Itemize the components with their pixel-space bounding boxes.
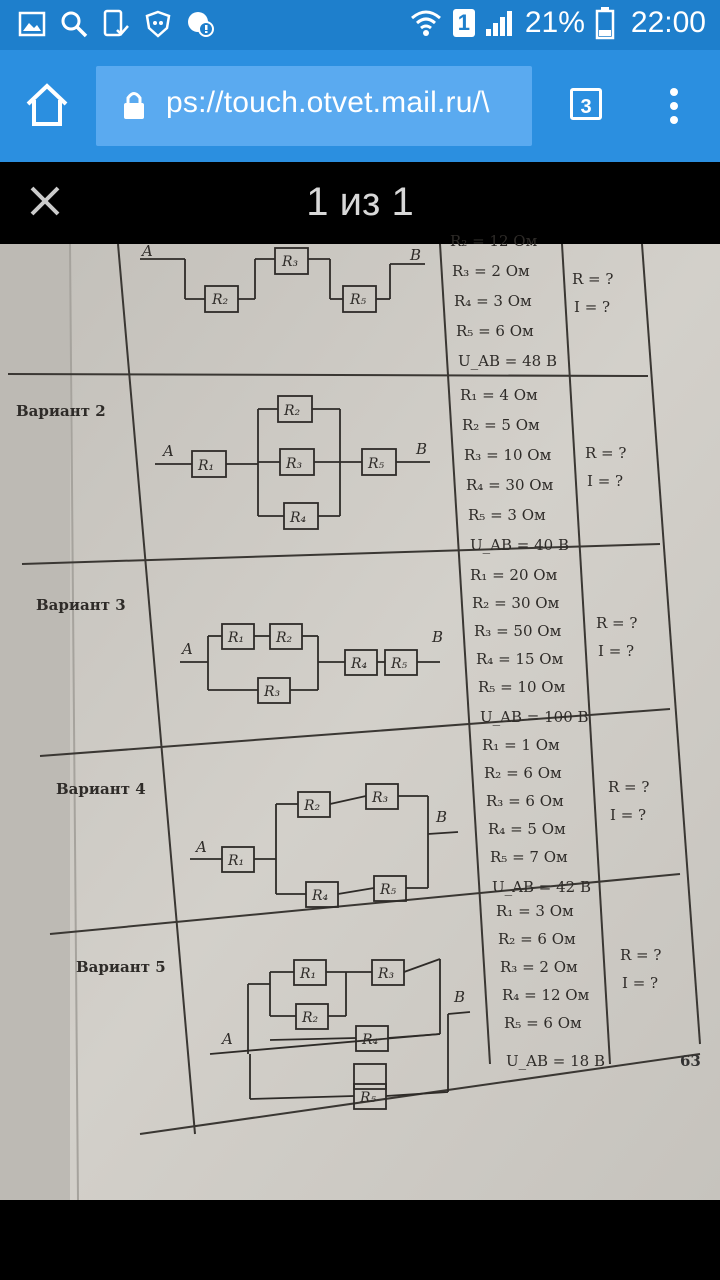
svg-text:R₄: R₄ [312, 888, 329, 904]
svg-text:B: B [410, 246, 422, 264]
search-icon [60, 10, 88, 38]
svg-text:U_AB = 100 В: U_AB = 100 В [480, 708, 589, 726]
svg-text:R₅ = 3 Ом: R₅ = 3 Ом [468, 506, 546, 524]
svg-text:R₂: R₂ [276, 630, 293, 646]
gallery-icon [18, 10, 46, 38]
svg-text:R = ?: R = ? [596, 614, 638, 632]
svg-text:R₂ = 6 Ом: R₂ = 6 Ом [498, 930, 576, 948]
svg-text:I = ?: I = ? [587, 472, 624, 490]
svg-text:R₅: R₅ [360, 1090, 377, 1106]
page-number: 63 [680, 1052, 701, 1070]
url-bar[interactable] [96, 66, 532, 146]
tabs-button[interactable]: 3 [570, 88, 602, 120]
image-viewer-bar [0, 162, 720, 244]
home-icon [22, 80, 72, 130]
svg-text:A: A [182, 640, 193, 658]
svg-text:R₂: R₂ [212, 292, 229, 308]
svg-text:B: B [436, 808, 448, 826]
signal-icon [485, 9, 515, 37]
svg-text:U_AB = 48 В: U_AB = 48 В [458, 352, 557, 370]
shield-icon [144, 10, 172, 38]
svg-text:R₂: R₂ [302, 1010, 319, 1026]
svg-text:R₅ = 6 Ом: R₅ = 6 Ом [504, 1014, 582, 1032]
svg-text:R = ?: R = ? [585, 444, 627, 462]
svg-text:R₃: R₃ [282, 254, 299, 270]
svg-text:R₄: R₄ [351, 656, 368, 672]
svg-text:A: A [196, 838, 207, 856]
svg-text:A: A [222, 1030, 233, 1048]
svg-text:R₅ = 7 Ом: R₅ = 7 Ом [490, 848, 568, 866]
svg-text:R₃ = 50 Ом: R₃ = 50 Ом [474, 622, 562, 640]
svg-text:R₁: R₁ [198, 458, 215, 474]
tablet-check-icon [102, 10, 130, 38]
svg-text:R₁ = 3 Ом: R₁ = 3 Ом [496, 902, 574, 920]
svg-text:B: B [432, 628, 444, 646]
svg-text:R₃ = 6 Ом: R₃ = 6 Ом [486, 792, 564, 810]
textbook-photo[interactable] [0, 232, 720, 1200]
svg-text:R₁ = 4 Ом: R₁ = 4 Ом [460, 386, 538, 404]
lock-icon [122, 90, 146, 125]
image-counter: 1 из 1 [306, 180, 414, 224]
svg-text:Вариант 2: Вариант 2 [16, 402, 106, 420]
svg-text:R₂ = 5 Ом: R₂ = 5 Ом [462, 416, 540, 434]
viewer-bottom-area [0, 1200, 720, 1280]
svg-text:A: A [163, 442, 174, 460]
svg-text:U_AB = 18 В: U_AB = 18 В [506, 1052, 605, 1070]
svg-text:R₄: R₄ [362, 1032, 379, 1048]
svg-text:R₄ = 15 Ом: R₄ = 15 Ом [476, 650, 564, 668]
svg-text:R₅: R₅ [380, 882, 397, 898]
svg-text:Вариант 3: Вариант 3 [36, 596, 126, 614]
status-right-icons [409, 6, 706, 40]
url-text[interactable]: ps://touch.otvet.mail.ru/\ [166, 86, 490, 119]
svg-text:R₁ = 20 Ом: R₁ = 20 Ом [470, 566, 558, 584]
sim-badge: 1 [453, 9, 475, 37]
svg-text:B: B [416, 440, 428, 458]
svg-text:R₄ = 30 Ом: R₄ = 30 Ом [466, 476, 554, 494]
svg-text:R₁: R₁ [228, 853, 245, 869]
svg-text:R₂ = 30 Ом: R₂ = 30 Ом [472, 594, 560, 612]
svg-text:I = ?: I = ? [610, 806, 647, 824]
svg-text:I = ?: I = ? [622, 974, 659, 992]
svg-text:R₁: R₁ [228, 630, 245, 646]
svg-text:R₂: R₂ [304, 798, 321, 814]
overflow-menu-button[interactable] [660, 86, 688, 126]
textbook-page [0, 232, 720, 1200]
svg-text:R₂ = 12 Ом: R₂ = 12 Ом [450, 232, 538, 250]
svg-text:R = ?: R = ? [572, 270, 614, 288]
svg-text:R₅: R₅ [368, 456, 385, 472]
svg-text:R₅ = 6 Ом: R₅ = 6 Ом [456, 322, 534, 340]
more-vert-icon [660, 86, 688, 126]
svg-text:R₂: R₂ [284, 403, 301, 419]
svg-text:R = ?: R = ? [608, 778, 650, 796]
svg-text:R₄ = 12 Ом: R₄ = 12 Ом [502, 986, 590, 1004]
svg-text:R₁ = 1 Ом: R₁ = 1 Ом [482, 736, 560, 754]
svg-text:R₃: R₃ [286, 456, 303, 472]
clock: 22:00 [630, 6, 706, 39]
svg-text:R₅: R₅ [391, 656, 408, 672]
status-left-icons [18, 10, 214, 38]
svg-text:R₄: R₄ [290, 510, 307, 526]
svg-text:U_AB = 40 В: U_AB = 40 В [470, 536, 569, 554]
svg-text:R = ?: R = ? [620, 946, 662, 964]
svg-text:Вариант 4: Вариант 4 [56, 780, 146, 798]
svg-text:I = ?: I = ? [574, 298, 611, 316]
svg-text:R₅ = 10 Ом: R₅ = 10 Ом [478, 678, 566, 696]
svg-text:R₃: R₃ [378, 966, 395, 982]
svg-text:R₃ = 2 Ом: R₃ = 2 Ом [452, 262, 530, 280]
location-info-icon [186, 10, 214, 38]
svg-text:B: B [454, 988, 466, 1006]
svg-text:R₁: R₁ [300, 966, 317, 982]
svg-text:R₃: R₃ [264, 684, 281, 700]
svg-text:R₃ = 2 Ом: R₃ = 2 Ом [500, 958, 578, 976]
svg-text:R₄ = 5 Ом: R₄ = 5 Ом [488, 820, 566, 838]
home-button[interactable] [22, 80, 72, 130]
svg-text:R₄ = 3 Ом: R₄ = 3 Ом [454, 292, 532, 310]
svg-text:R₅: R₅ [350, 292, 367, 308]
svg-text:A: A [142, 242, 153, 260]
svg-text:R₂ = 6 Ом: R₂ = 6 Ом [484, 764, 562, 782]
svg-text:I = ?: I = ? [598, 642, 635, 660]
svg-text:R₃ = 10 Ом: R₃ = 10 Ом [464, 446, 552, 464]
svg-text:R₃: R₃ [372, 790, 389, 806]
wifi-icon [409, 9, 443, 37]
browser-toolbar [0, 50, 720, 162]
svg-text:Вариант 5: Вариант 5 [76, 958, 166, 976]
battery-percent: 21% [524, 6, 585, 39]
svg-text:U_AB = 42 В: U_AB = 42 В [492, 878, 591, 896]
battery-icon [595, 9, 615, 37]
status-bar [0, 0, 720, 50]
